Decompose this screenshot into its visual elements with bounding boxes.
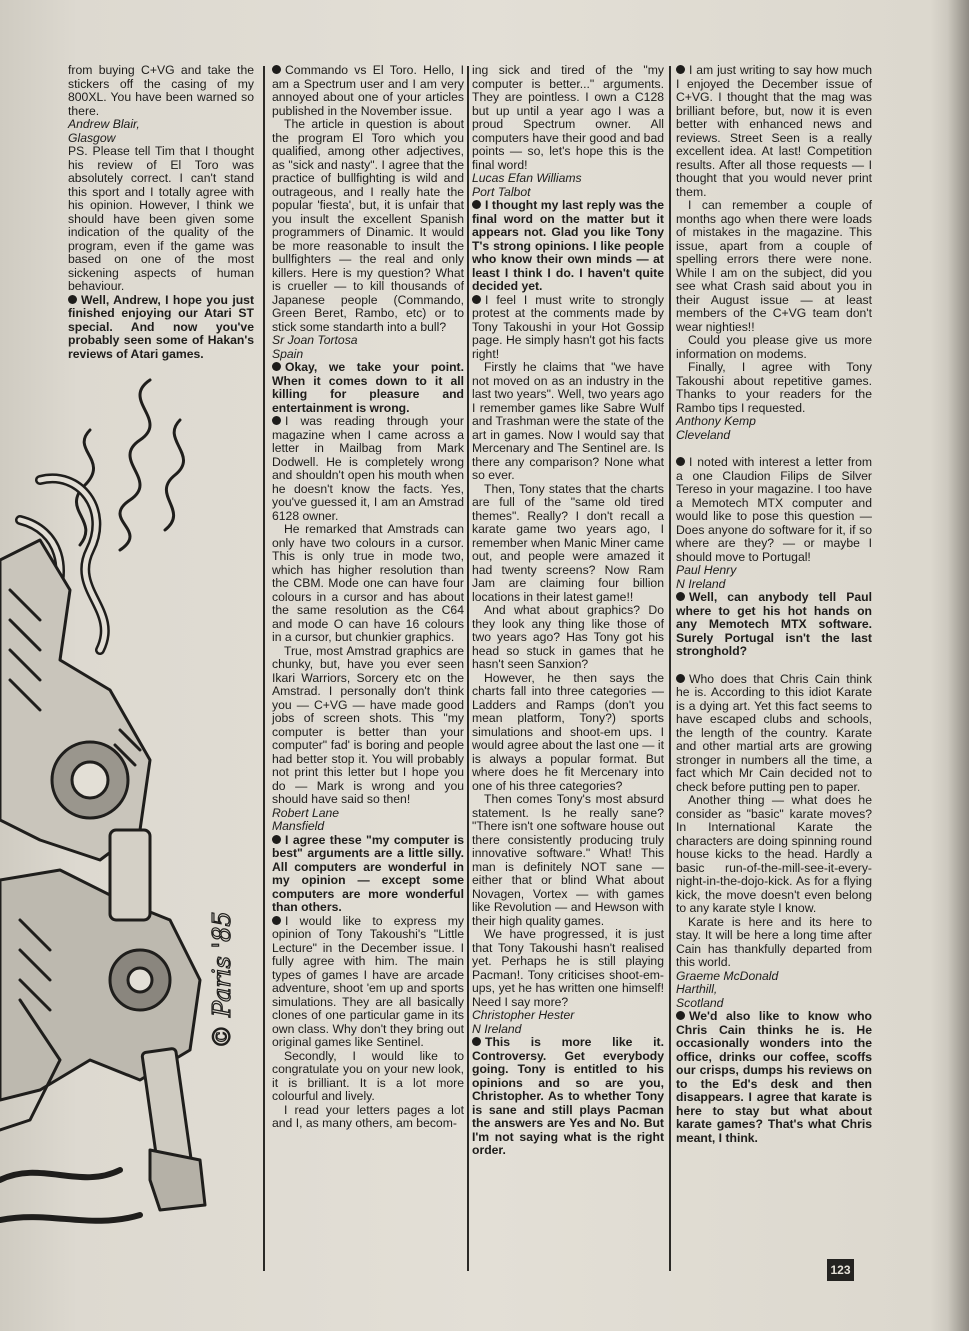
letter-text: Who does that Chris Cain think he is. According to this idiot Karate is a dying art. Yet this fact seems to have escaped clubs and schools, the length of the country. Karate and other martial arts are growing stronger in numbers all the time, a fact which Mr Cain decided not to check before putting pen to paper. — [676, 671, 872, 794]
letter-signature: Graeme McDonald — [676, 968, 779, 983]
page-edge-shadow — [948, 0, 969, 1331]
letter-text: Another thing — what does he consider as "basic" karate moves? In International Karate the characters are doing spinning round house kicks to the head. Hardly a basic run-of-the-mill-see-it-every-night-in-the-dojo-kick. As for a flying kick, the move doesn't even belong to any karate style I know. — [676, 793, 872, 915]
letters-column-4 — [676, 64, 872, 1145]
letter-text: I noted with interest a letter from a one Claudion Filips de Silver Tereso in your magazine. I too have a Memotech MTX computer and would like to pose this question — Does anyone do software for it, if so where are they? — or maybe I should move to Portugal! — [676, 455, 872, 564]
bullet-icon — [676, 457, 685, 466]
signature-text: © Paris '85 — [208, 911, 236, 1049]
letter-text: ing sick and tired of the "my computer is better..." arguments. They are pointless. I own a C128 but up until a year ago I was a proud Spectrum owner. All computers have their good and bad points — so, let's hope this is the final word! — [472, 63, 664, 172]
bullet-icon — [272, 416, 281, 425]
letter-signature: Anthony Kemp — [676, 414, 756, 428]
letter-location: Harthill, — [676, 982, 718, 996]
letter-text: And what about graphics? Do they look any thing like those of two years ago? Has Tony got his head so stuck in games that he hasn't seen Sanxion? — [472, 603, 664, 671]
letter-signature: Christopher Hester — [472, 1008, 575, 1022]
letters-column-2 — [272, 64, 464, 1131]
editor-reply: Well, can anybody tell Paul where to get his hot hands on any Memotech MTX software. Surely Portugal isn't the last stronghold? — [676, 590, 872, 658]
letter-text: Firstly he claims that "we have not moved on as an industry in the last two years". Well, two years ago I remember games like Sabre Wulf and Trashman were the state of the art in games. Now I would say that Mercenary and The Sentinel are. Is there any comparison? None what so ever. — [472, 360, 664, 482]
artist-signature — [200, 890, 260, 1070]
letter-location: Scotland — [676, 995, 724, 1010]
letter-text: True, most Amstrad graphics are chunky, but, have you ever seen Ikari Warriors, Sorcery etc on the Amstrad. I personally don't think you — C+VG — have made good jobs of screen shots. This "my computer is better than your computer" fad' is boring and people had better stop it. You will probably not print this letter but I hope you do — Mark is wrong and you should have said so then! — [272, 643, 464, 806]
robot-illustration — [0, 360, 262, 1240]
bullet-icon — [676, 1011, 685, 1020]
letter-location: Glasgow — [68, 130, 116, 145]
letters-column-1 — [68, 64, 254, 361]
letter-text: I was reading through your magazine when I came across a letter in Mailbag from Mark Dodwell. He is completely wrong and shouldn't open his mouth when he doesn't know the facts. Yes, you've guessed it, I am an Amstrad 6128 owner. — [272, 414, 464, 523]
letters-column-3 — [472, 64, 664, 1158]
bullet-icon — [676, 592, 685, 601]
column-rule-2 — [467, 66, 469, 1271]
letter-text: We have progressed, it is just that Tony Takoushi hasn't realised yet. Perhaps he is still playing Pacman!. Tony criticises shoot-em-ups, yet he has written one himself! Need I say more? — [472, 927, 664, 1009]
bullet-icon — [272, 916, 281, 925]
bullet-icon — [676, 65, 685, 74]
letter-text: Could you please give us more information on modems. — [676, 333, 872, 361]
letter-text: Then comes Tony's most absurd statement. Is he really sane? "There isn't one software house out there consistently producing truly innovative software." What! This man is definitely NOT sane — either that or blind What about Novagen, Vortex — with games like Revolution — and Hewson with their high quality games. — [472, 792, 664, 928]
letter-location: Port Talbot — [472, 184, 531, 199]
letter-location: Cleveland — [676, 427, 731, 442]
bullet-icon — [68, 295, 77, 304]
column-rule-3 — [669, 66, 671, 1271]
letter-text: I read your letters pages a lot and I, as many others, am becom- — [272, 1102, 464, 1130]
bullet-icon — [272, 835, 281, 844]
letter-text: I feel I must write to strongly protest at the comments made by Tony Takoushi in your Hot Gossip page. He simply hasn't got his facts right! — [472, 292, 664, 361]
letter-signature: Paul Henry — [676, 563, 737, 577]
letter-location: N Ireland — [676, 576, 726, 591]
letter-signature: Lucas Efan Williams — [472, 171, 582, 185]
letter-signature: Andrew Blair, — [68, 117, 140, 131]
letter-location: N Ireland — [472, 1021, 522, 1036]
bullet-icon — [676, 674, 685, 683]
letter-text: I would like to express my opinion of Tony Takoushi's "Little Lecture" in the December issue. I fully agree with him. The main types of games I have are arcade adventure, shoot 'em up and sports simulations. They are all basically clones of one particular game in its own class. Why don't they bring out original games like Sentinel. — [272, 913, 464, 1049]
editor-reply: We'd also like to know who Chris Cain thinks he is. He occasionally wonders into the office, drinks our coffee, scoffs our crisps, dumps his reviews on to the Ed's desk and then disappears. I agree that karate is here to stay but what about karate games? That's what Chris meant, I think. — [676, 1009, 872, 1145]
letter-location: Mansfield — [272, 819, 325, 833]
editor-reply: Well, Andrew, I hope you just finished enjoying our Atari ST special. And now you've probably seen some of Hakan's reviews of Atari games. — [68, 292, 254, 361]
bullet-icon — [472, 1037, 481, 1046]
letter-location: Spain — [272, 346, 304, 361]
letter-text: He remarked that Amstrads can only have two colours in a cursor. This is only true in mode two, which has higher resolution than the CBM. Mode one can have four colours in a cursor and has about the same resolution as the C64 and mode O can have 16 colours in a cursor, but chunkier graphics. — [272, 522, 464, 644]
editor-reply: This is more like it. Controversy. Get everybody going. Tony is entitled to his opinions and so are you, Christopher. As to whether Tony is sane and still plays Pacman the answers are Yes and No. But I'm not saying what is the right order. — [472, 1035, 664, 1157]
letter-text: PS. Please tell Tim that I thought his review of El Toro was absolutely correct. I can't stand this sport and I totally agree with his opinion. However, I think we should have been given some indication of the quality of the program, even if the game was based on one of the most sickening aspects of human behaviour. — [68, 144, 254, 293]
letter-text: The article in question is about the program El Toro which you qualified, among other adjectives, as "sick and nasty". I agree that the practice of bullfighting is wild and outrageous, and I really hate the popular 'fiesta', but, it is unfair that you insult the excellent Spanish programmers of Dinamic. It would be more reasonable to insult the bullfighters — the real and only killers. Here is my question? What is crueller — to kill thousands of Japanese people (Commando, Green Beret, Rambo, etc) or to stick some standarth into a bull? — [272, 117, 464, 334]
letter-text: from buying C+VG and take the stickers off the casing of my 800XL. You have been warned so there. — [68, 63, 254, 118]
letter-text: Then, Tony states that the charts are full of the "same old tired themes". Really? I don't recall a karate game two years ago, I remember when Manic Miner came out, and people were amazed it had twenty screens? Now Ram Jam are claiming four billion locations in their latest game!! — [472, 481, 664, 604]
letter-signature: Robert Lane — [272, 805, 340, 820]
column-rule-1 — [263, 66, 265, 1271]
bullet-icon — [272, 362, 281, 371]
editor-reply: I thought my last reply was the final word on the matter but it appears not. Glad you like Tony T's strong opinions. I like people who know their own minds — at least I think I do. I haven't quite decided yet. — [472, 198, 664, 293]
editor-reply: I agree these "my computer is best" arguments are a little silly. All computers are wonderful in my opinion — except some computers are more wonderful than others. — [272, 832, 464, 914]
letter-text: Karate is here and its here to stay. It will be here a long time after Cain has thankfully departed from this world. — [676, 914, 872, 969]
letter-text: However, he then says the charts fall into three categories — Ladders and Ramps (don't you mean platform, Tony?) sports simulations and shoot-em ups. I would agree about the last one — it is always a popular format. But where does he fit Mercenary into one of his three categories? — [472, 670, 664, 793]
letter-signature: Sr Joan Tortosa — [272, 333, 358, 347]
letter-text: Finally, I agree with Tony Takoushi about repetitive games. Thanks to your readers for the Rambo tips I requested. — [676, 360, 872, 415]
letter-text: Secondly, I would like to congratulate you on your new look, it is brilliant. It is a lot more colourful and lively. — [272, 1048, 464, 1103]
editor-reply: Okay, we take your point. When it comes down to it all killing for pleasure and entertainment is wrong. — [272, 360, 464, 415]
bullet-icon — [472, 295, 481, 304]
letter-text: Commando vs El Toro. Hello, I am a Spectrum user and I am very annoyed about one of your articles published in the November issue. — [272, 63, 464, 118]
letter-text: I can remember a couple of months ago when there were loads of mistakes in the magazine. This issue, apart from a couple of spelling errors there were none. While I am on the subject, did you see what Crash said about you in their August issue — at least members of the C+VG team don't wear nighties!! — [676, 198, 872, 334]
bullet-icon — [472, 200, 481, 209]
bullet-icon — [272, 65, 281, 74]
letter-text: I am just writing to say how much I enjoyed the December issue of C+VG. I thought that the mag was brilliant before, but, now it is even better with enhanced news and reviews. Street Seen is a really excellent idea. At last! Competition results. After all those requests — I thought that you would never print them. — [676, 63, 872, 199]
page-number: 123 — [827, 1259, 854, 1281]
